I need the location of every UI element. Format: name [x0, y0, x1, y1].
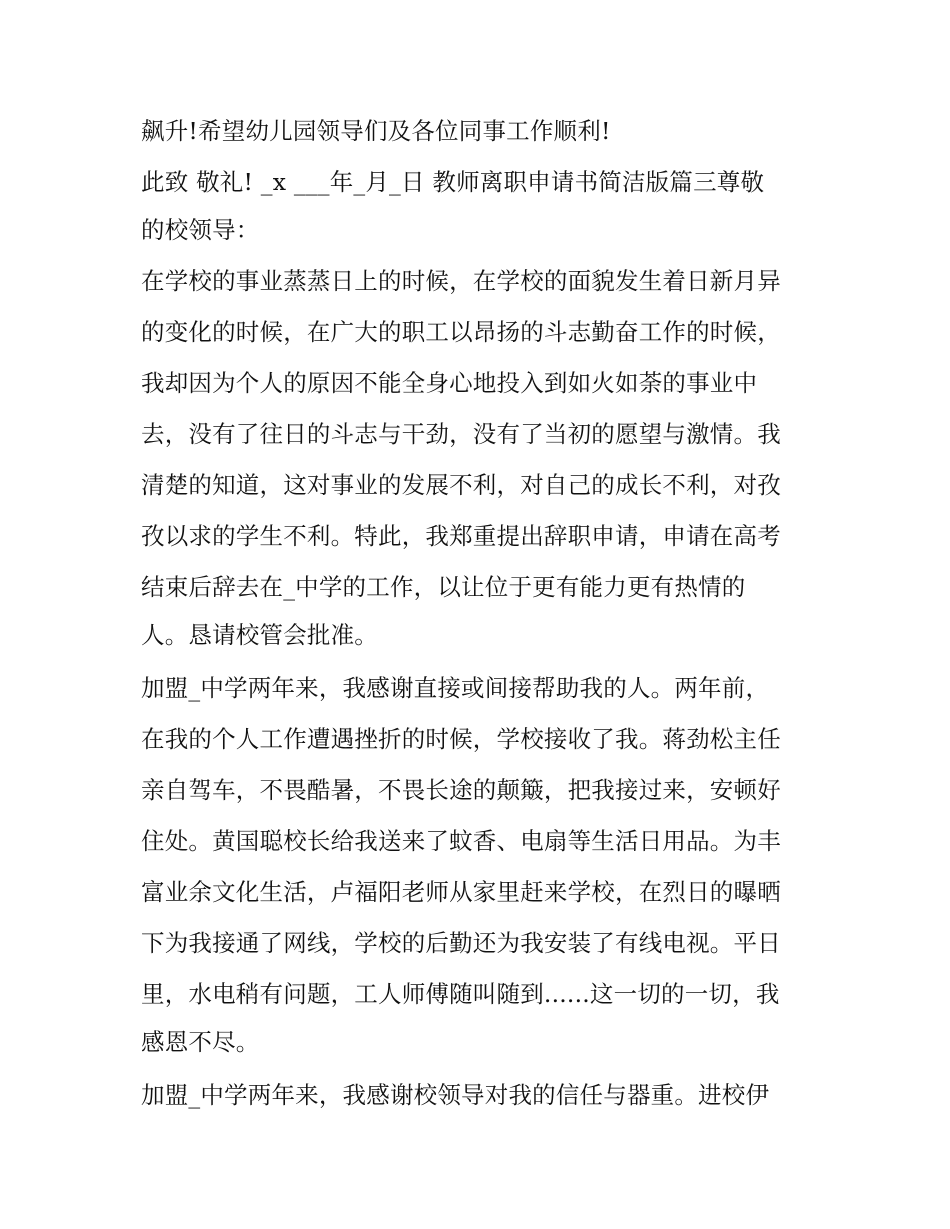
text-line: 在我的个人工作遭遇挫折的时候，学校接收了我。蒋劲松主任 [141, 725, 781, 753]
text-line: 结束后辞去在_中学的工作，以让位于更有能力更有热情的 [141, 573, 746, 601]
text-line: 我却因为个人的原因不能全身心地投入到如火如荼的事业中 [141, 369, 758, 397]
text-line: 在学校的事业蒸蒸日上的时候，在学校的面貌发生着日新月异 [141, 267, 781, 295]
text-line: 加盟_中学两年来，我感谢校领导对我的信任与器重。进校伊 [141, 1081, 770, 1109]
text-line: 孜以求的学生不利。特此，我郑重提出辞职申请，申请在高考 [141, 522, 781, 550]
text-line: 亲自驾车，不畏酷暑，不畏长途的颠簸，把我接过来，安顿好 [141, 776, 781, 804]
text-line: 此致 敬礼! _x ___年_月_日 教师离职申请书简洁版篇三尊敬 [141, 168, 765, 196]
text-line: 富业余文化生活，卢福阳老师从家里赶来学校，在烈日的曝晒 [141, 878, 781, 906]
text-line: 飙升!希望幼儿园领导们及各位同事工作顺利! [141, 117, 611, 145]
text-line: 的校领导： [141, 216, 260, 244]
text-line: 清楚的知道，这对事业的发展不利，对自己的成长不利，对孜 [141, 471, 781, 499]
text-line: 人。恳请校管会批准。 [141, 621, 378, 649]
text-line: 去，没有了往日的斗志与干劲，没有了当初的愿望与激情。我 [141, 420, 781, 448]
text-line: 的变化的时候，在广大的职工以昂扬的斗志勤奋工作的时候， [141, 318, 781, 346]
text-line: 感恩不尽。 [141, 1028, 260, 1056]
text-line: 住处。黄国聪校长给我送来了蚊香、电扇等生活日用品。为丰 [141, 827, 781, 855]
text-line: 下为我接通了网线，学校的后勤还为我安装了有线电视。平日 [141, 929, 781, 957]
text-line: 里，水电稍有问题，工人师傅随叫随到......这一切的一切，我 [141, 980, 780, 1008]
text-line: 加盟_中学两年来，我感谢直接或间接帮助我的人。两年前， [141, 674, 770, 702]
